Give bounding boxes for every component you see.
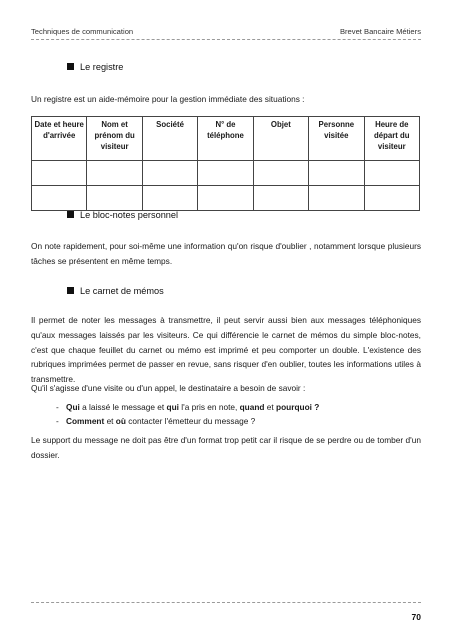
table-cell [32,186,87,211]
dash-bullet-icon: - [56,402,59,412]
table-cell [142,161,197,186]
table-row [32,186,420,211]
table-header-cell: Objet [253,117,308,161]
table-cell [87,161,142,186]
table-cell [253,161,308,186]
list-item: - Qui a laissé le message et qui l'a pris en note, quand et pourquoi ? [56,402,320,412]
carnet-paragraph-1: Il permet de noter les messages à transmettre, il peut servir aussi bien aux messages téléphoniques qu'aux messages laissés par les visiteurs. Ce qui différencie le carnet de mémos du simple bloc-notes, c'est que chaque feuillet du carnet ou mémo est imprimé et peu comporter un double. L'existence des rubriques imprimées permet de passer en revue, sans risquer d'en oublier, toutes les informations utiles à transmettre. [31,315,421,385]
dash-bullet-icon: - [56,416,59,426]
table-header-row [32,117,420,161]
table-cell [309,161,364,186]
table-header-cell: N° de téléphone [198,117,253,161]
square-bullet-icon [67,211,74,218]
registre-table [31,116,420,211]
square-bullet-icon [67,287,74,294]
section-title-blocnotes: Le bloc-notes personnel [67,210,178,220]
table-header-cell: Heure de départ du visiteur [364,117,419,161]
carnet-paragraph-2: Qu'il s'agisse d'une visite ou d'un appel, le destinataire a besoin de savoir : [31,383,306,393]
table-cell [32,161,87,186]
square-bullet-icon [67,63,74,70]
table-header-cell: Nom et prénom du visiteur [87,117,142,161]
blocnotes-text: On note rapidement, pour soi-même une information qu'on risque d'oublier , notamment lorsque plusieurs tâches se présentent en même temps. [31,241,421,266]
registre-intro: Un registre est un aide-mémoire pour la gestion immédiate des situations : [31,94,305,104]
table-cell [253,186,308,211]
table-cell [198,161,253,186]
table-cell [309,186,364,211]
table-header-cell: Date et heure d'arrivée [32,117,87,161]
table-cell [87,186,142,211]
header-program-title: Brevet Bancaire Métiers [339,27,421,36]
table-cell [364,161,419,186]
list-item: - Comment et où contacter l'émetteur du message ? [56,416,256,426]
section-title-carnet: Le carnet de mémos [67,286,164,296]
header-course-title: Techniques de communication [31,27,134,36]
header-divider [31,39,421,40]
footer-divider [31,602,421,603]
table-row [32,161,420,186]
table-cell [198,186,253,211]
table-cell [364,186,419,211]
table-cell [142,186,197,211]
table-header-cell: Société [142,117,197,161]
table-header-cell: Personne visitée [309,117,364,161]
section-title-registre: Le registre [67,62,123,72]
page-number: 70 [411,612,421,622]
carnet-paragraph-3: Le support du message ne doit pas être d'un format trop petit car il risque de se perdre ou de tomber d'un dossier. [31,435,421,460]
